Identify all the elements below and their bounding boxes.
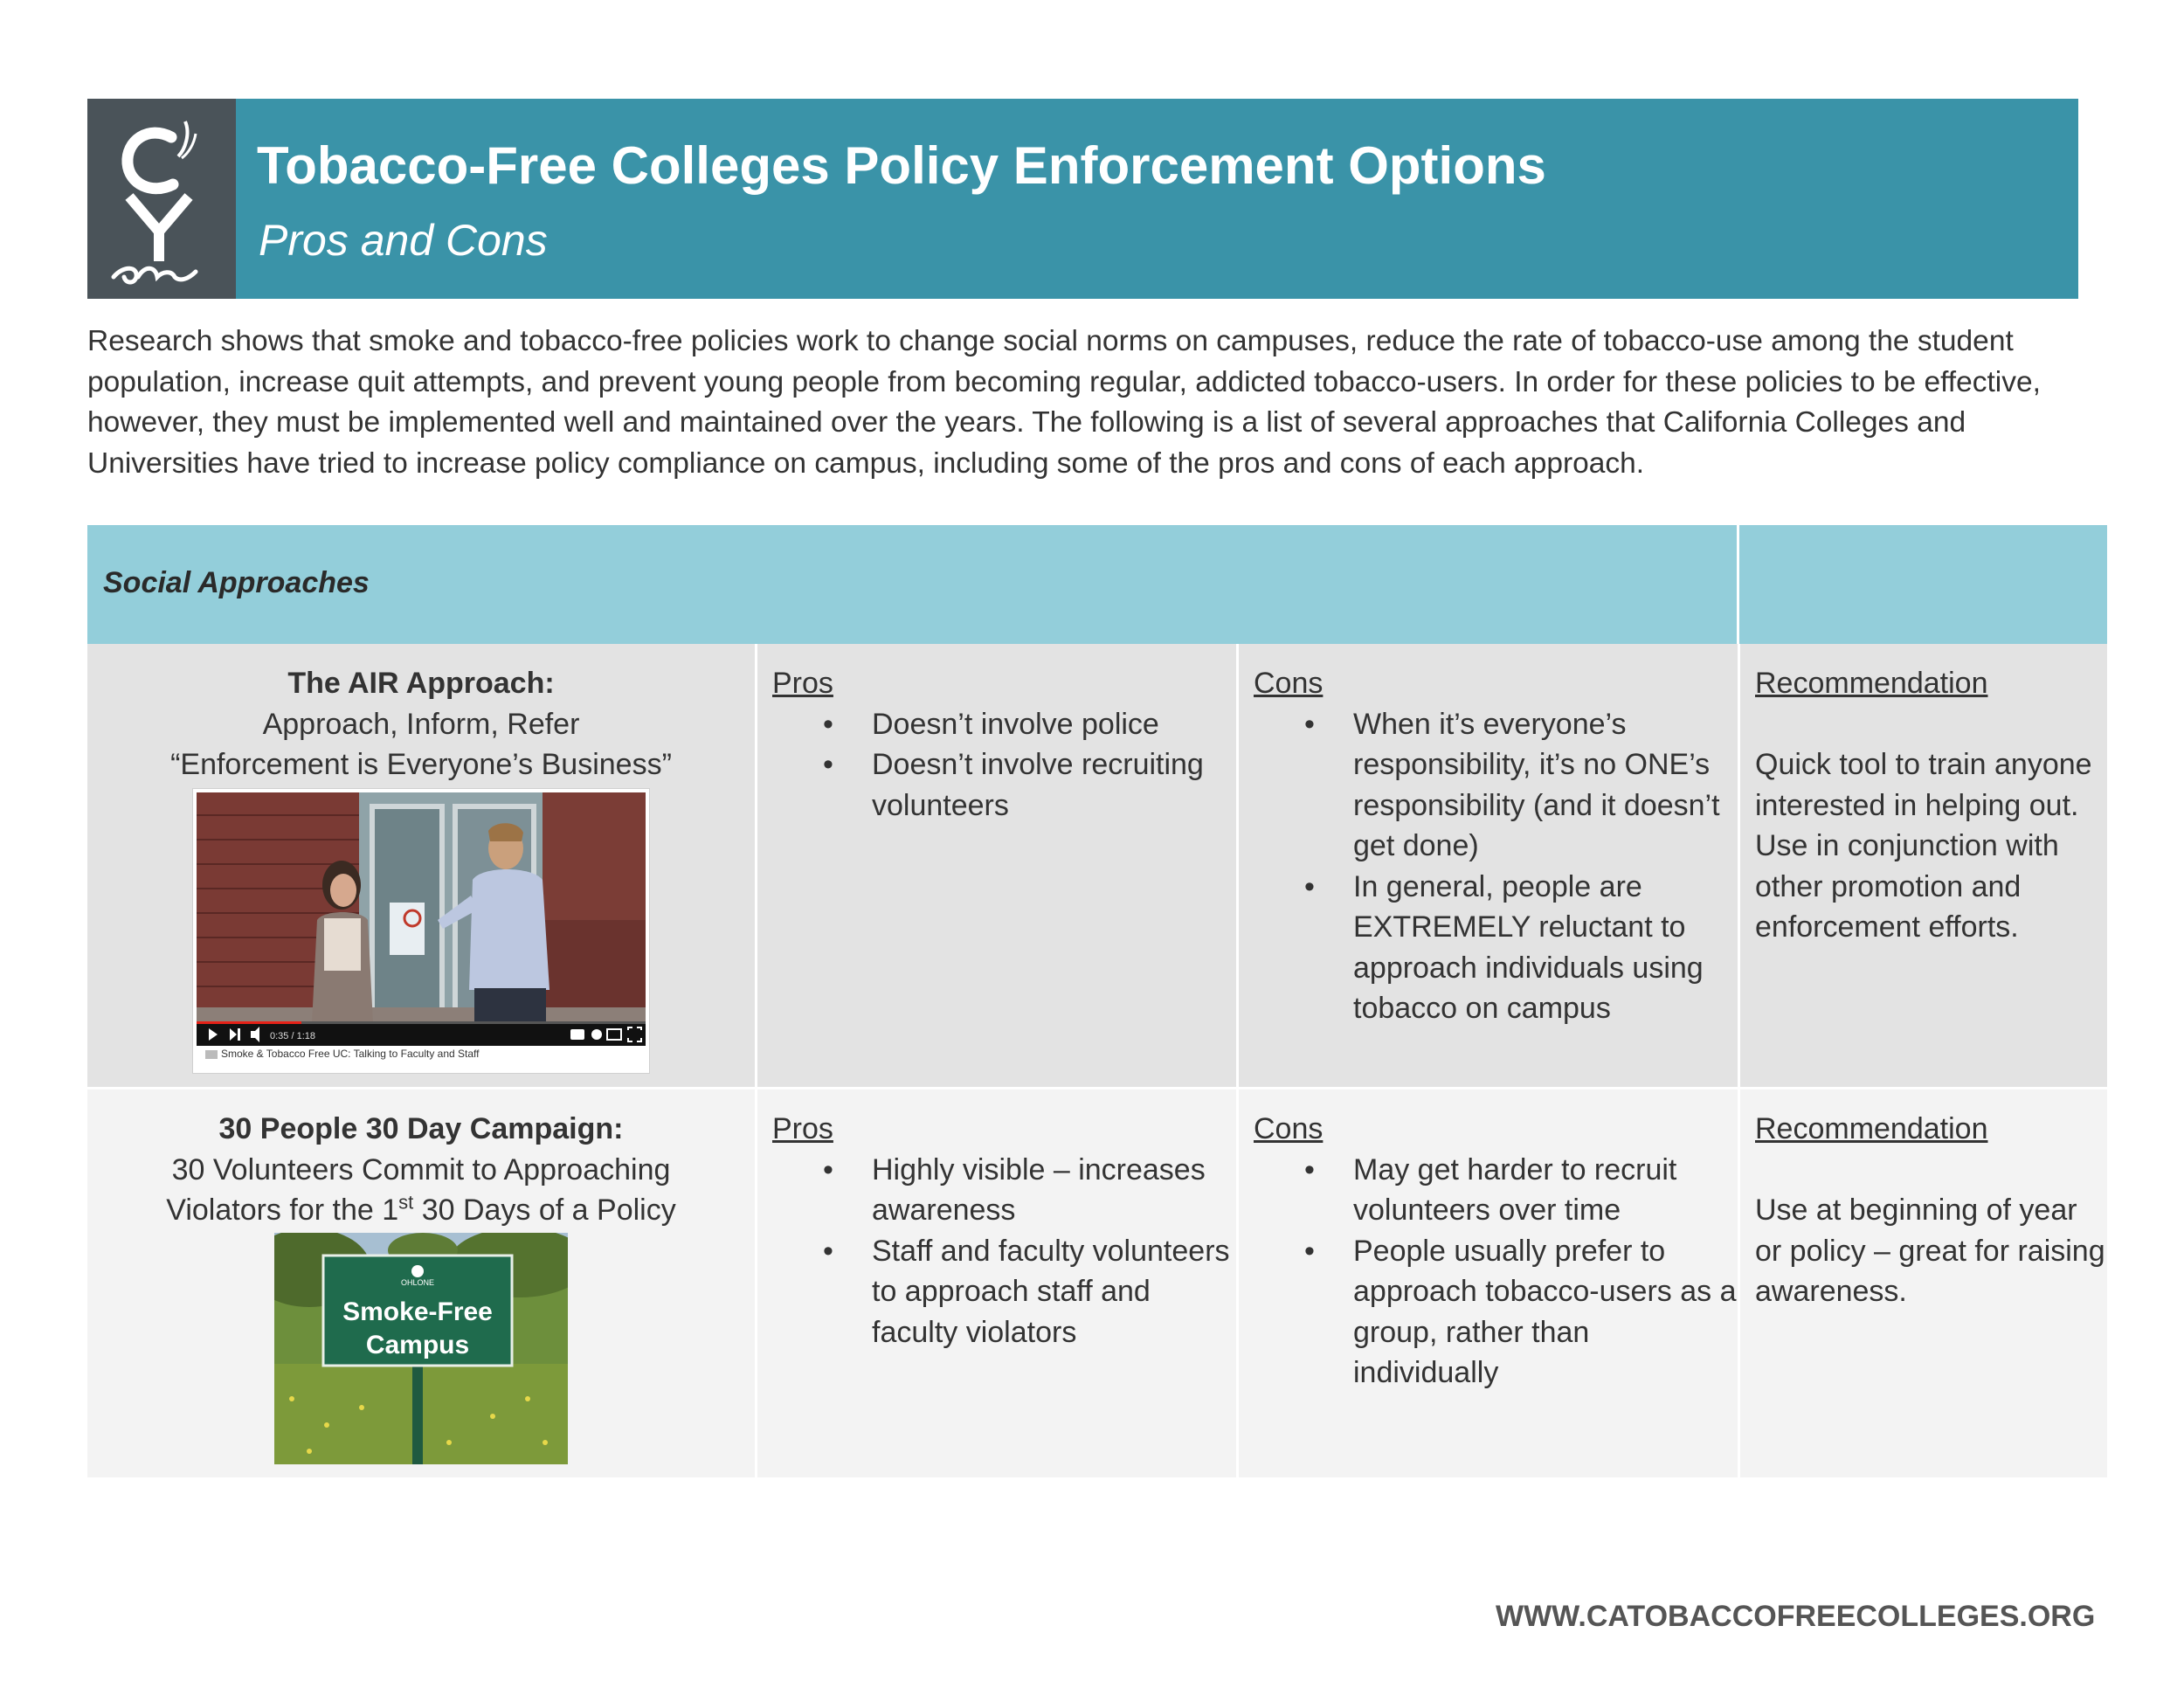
recommendation-heading: Recommendation	[1755, 667, 1988, 700]
tagline-part: 30 Days of a Policy	[413, 1193, 676, 1227]
recommendation-heading: Recommendation	[1755, 1112, 1988, 1145]
cons-list	[1254, 704, 1738, 1029]
list-item: • In general, people are EXTREMELY reluctant to approach individuals using tobacco on campus	[1304, 869, 1704, 1025]
pros-cell	[755, 1090, 1236, 1477]
pros-heading: Pros	[772, 1112, 833, 1145]
table-row	[87, 1087, 2107, 1477]
pros-heading: Pros	[772, 667, 833, 700]
list-item: • May get harder to recruit volunteers over time	[1304, 1152, 1677, 1227]
approaches-table	[87, 525, 2107, 1477]
list-item: • Doesn’t involve recruiting volunteers	[823, 748, 1204, 822]
video-time: 0:35 / 1:18	[270, 1030, 315, 1041]
list-item-text: When it’s everyone’s responsibility, it’s no ONE’s responsibility (and it doesn’t get done)	[1353, 707, 1720, 862]
approach-name: The AIR Approach:	[287, 667, 555, 700]
cons-heading: Cons	[1254, 1112, 1324, 1145]
list-item-text: Doesn’t involve police	[872, 707, 1159, 741]
intro-paragraph: Research shows that smoke and tobacco-free policies work to change social norms on campuses, reduce the rate of tobacco-use among the student population, increase quit attempts, and prevent young people from becoming regular, addicted tobacco-users. In order for these policies to be effective, however, they must be implemented well and maintained over the years. The following is a list of several approaches that California Colleges and Universities have tried to increase policy compliance on campus, including some of the pros and cons of each approach.	[87, 325, 2041, 480]
cons-cell	[1236, 644, 1738, 1087]
video-channel-icon	[205, 1050, 218, 1059]
approach-tagline	[87, 1190, 755, 1231]
smoke-free-sign-image	[274, 1233, 568, 1464]
video-screenshot	[193, 789, 649, 1073]
sign-photo	[274, 1233, 568, 1464]
header-banner	[87, 99, 2078, 299]
recommendation-cell	[1738, 1090, 2107, 1477]
sign-line-2: Campus	[365, 1330, 470, 1359]
approach-name: 30 People 30 Day Campaign:	[218, 1112, 624, 1145]
tagline-superscript: st	[398, 1191, 414, 1214]
list-item-text: May get harder to recruit volunteers over time	[1353, 1152, 1677, 1227]
video-caption: Smoke & Tobacco Free UC: Talking to Faculty and Staff	[221, 1047, 480, 1060]
video-frame-image	[193, 789, 649, 1073]
sign-line-1: Smoke-Free	[342, 1297, 493, 1326]
approach-description: 30 Volunteers Commit to Approaching	[171, 1152, 671, 1186]
cons-list	[1254, 1150, 1738, 1394]
approach-tagline: “Enforcement is Everyone’s Business”	[170, 748, 672, 781]
list-item-text: Doesn’t involve recruiting volunteers	[872, 748, 1204, 822]
list-item: • Staff and faculty volunteers to approach staff and faculty violators	[823, 1234, 1230, 1349]
college-emblem-icon	[411, 1265, 424, 1277]
list-item-text: Highly visible – increases awareness	[872, 1152, 1206, 1227]
sign-college-name: OHLONE	[400, 1277, 435, 1287]
table-row	[87, 644, 2107, 1087]
cyan-logo-mark	[87, 99, 236, 299]
recommendation-text: Use at beginning of year or policy – great for raising awareness.	[1755, 1193, 2105, 1308]
approach-description: Approach, Inform, Refer	[262, 707, 580, 741]
recommendation-cell	[1738, 644, 2107, 1087]
tagline-part: Violators for the 1	[166, 1193, 399, 1227]
list-item: • People usually prefer to approach tobacco-users as a group, rather than individually	[1304, 1234, 1737, 1389]
list-item-text: People usually prefer to approach tobacco-users as a group, rather than individually	[1353, 1234, 1737, 1389]
pros-list	[772, 704, 1236, 827]
section-divider	[1737, 525, 1739, 644]
page-subtitle: Pros and Cons	[259, 216, 548, 265]
pros-cell	[755, 644, 1236, 1087]
footer-url[interactable]: WWW.CATOBACCOFREECOLLEGES.ORG	[1496, 1600, 2096, 1633]
list-item-text: In general, people are EXTREMELY reluctant to approach individuals using tobacco on campus	[1353, 869, 1704, 1025]
page-title: Tobacco-Free Colleges Policy Enforcement Options	[257, 136, 1546, 195]
recommendation-text: Quick tool to train anyone interested in helping out. Use in conjunction with other promotion and enforcement efforts.	[1755, 748, 2092, 944]
list-item: • Highly visible – increases awareness	[823, 1152, 1206, 1227]
pros-list	[772, 1150, 1236, 1353]
section-title: Social Approaches	[103, 566, 370, 599]
captions-icon[interactable]	[570, 1029, 584, 1040]
section-header-row	[87, 525, 2107, 644]
cons-cell	[1236, 1090, 1738, 1477]
list-item-text: Staff and faculty volunteers to approach staff and faculty violators	[872, 1234, 1230, 1349]
list-item: • Doesn’t involve police	[823, 707, 1159, 741]
cyan-logo	[87, 99, 236, 299]
approach-cell	[87, 1090, 755, 1477]
settings-icon[interactable]	[591, 1029, 602, 1040]
approach-cell	[87, 644, 755, 1087]
list-item: • When it’s everyone’s responsibility, it’s no ONE’s responsibility (and it doesn’t get done)	[1304, 707, 1720, 862]
cons-heading: Cons	[1254, 667, 1324, 700]
